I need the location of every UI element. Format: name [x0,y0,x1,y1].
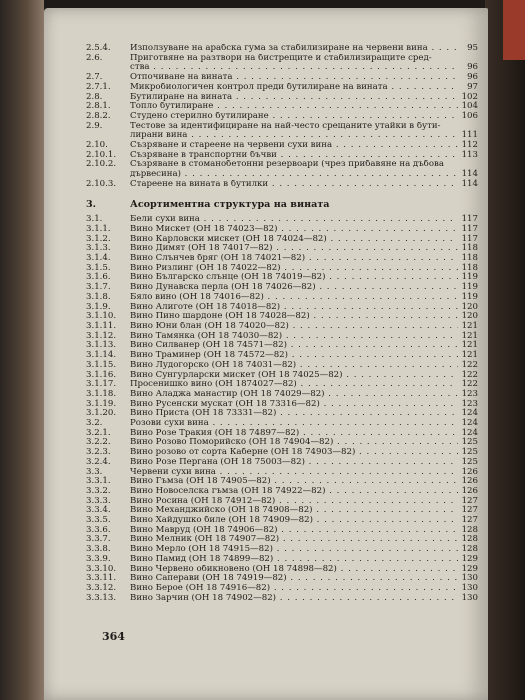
toc-entry-number: 3.3.1. [86,476,111,487]
toc-entry-number: 3.2.3. [86,447,111,458]
toc-entry-page: 124 [461,408,478,419]
toc-entry [86,361,478,371]
toc-chapter-heading [86,200,478,210]
toc-entry-number: 3.1.3. [86,243,111,254]
toc-entry-title: Вино Памид (ОН 18 74899—82) . . . [130,555,458,565]
toc-entry [86,215,478,225]
toc-entry [86,458,478,468]
toc-entry-title: Вино Мавруд (ОН 18 74906—82) . . . [130,526,458,536]
book-red-cover [503,0,525,60]
toc-entry-page: 127 [461,505,478,516]
toc-entry [86,244,478,254]
toc-entry-number: 3.1.4. [86,253,111,264]
toc-entry [86,371,478,381]
toc-entry-number: 3.3. [86,466,103,477]
toc-entry-title: Вино Мелник (ОН 18 74907—82) . . . [130,535,458,545]
toc-entry-page: 117 [461,223,478,234]
toc-entry-title: Приготвяне на разтвори на бистрещите и стабилизиращите сред- [130,53,432,63]
page-number: 364 [102,630,125,643]
toc-entry-title: Вино Розе Тракия (ОН 18 74897—82) . . . [130,429,458,439]
toc-entry-title: дървесина) . . . [130,170,458,180]
toc-entry [86,594,478,604]
toc-entry-number: 2.6. [86,52,103,63]
toc-entry-title: Вино Аладжа манастир (ОН 18 74029—82) . . . [130,390,458,400]
toc-entry-title: Вино Росина (ОН 18 74912—82) . . . [130,497,458,507]
toc-entry-title: Вино Силванер (ОН 18 74571—82) . . . [130,341,458,351]
toc-entry-number: 3.2. [86,418,103,429]
toc-entry-title: Вино Червено обикновено (ОН 18 74898—82) . . . [130,565,458,575]
toc-entry-number: 3. [86,198,97,210]
toc-entry-title: Отпочиване на вината . . . [130,73,458,83]
toc-entry-number: 3.3.8. [86,544,111,555]
toc-entry-title: Вино Сунгурларски мискет (ОН 18 74025—82) . . . [130,371,458,381]
toc-entry-page: 120 [461,301,478,312]
toc-entry-page: 117 [461,214,478,225]
toc-entry-number: 3.2.1. [86,427,111,438]
toc-entry-page: 124 [461,418,478,429]
toc-entry-title: Съзряване в стоманобетонни резервоари (чрез прибавяне на дъбова [130,160,444,170]
toc-entry-title: Вино Тамянка (ОН 18 74030—82) . . . [130,332,458,342]
toc-entry-title: Вино розово от сорта Каберне (ОН 18 74903—82) . . . [130,448,458,458]
toc-entry-number: 3.1.9. [86,301,111,312]
toc-entry [86,303,478,313]
toc-entry-title: Розови сухи вина . . . [130,419,458,429]
toc-entry-page: 130 [461,573,478,584]
toc-entry [86,131,478,141]
toc-entry-page: 126 [461,476,478,487]
toc-entry-title: Вино Приста (ОН 18 73331—82) . . . [130,409,458,419]
toc-entry-title: Вино Слънчев бряг (ОН 18 74021—82) . . . [130,254,458,264]
toc-entry [86,160,478,170]
toc-entry [86,468,478,478]
toc-entry-title: Вино Новоселска гъмза (ОН 18 74922—82) . . . [130,487,458,497]
toc-entry-page: 121 [461,320,478,331]
toc-entry-page: 112 [461,140,478,151]
toc-entry-number: 2.8.1. [86,101,111,112]
toc-entry-title: Червени сухи вина . . . [130,468,458,478]
toc-entry-number: 2.5.4. [86,43,111,53]
toc-entry [86,545,478,555]
toc-entry-title: Вино Хайдушко биле (ОН 18 74909—82) . . . [130,516,458,526]
toc-entry-title: Вино Розово Поморийско (ОН 18 74904—82) . . . [130,438,458,448]
toc-entry-number: 3.1.14. [86,350,117,361]
toc-entry-number: 3.1.13. [86,340,117,351]
toc-entry [86,565,478,575]
toc-entry-title: Просенишко вино (ОН 1874027—82) . . . [130,380,458,390]
toc-entry-page: 111 [461,130,478,141]
toc-entry-page: 97 [467,81,478,92]
toc-entry-number: 2.10.2. [86,159,117,170]
toc-entry-number: 2.10.1. [86,149,117,160]
toc-entry-page: 128 [461,544,478,555]
toc-entry-number: 3.1.7. [86,282,111,293]
toc-entry [86,54,478,64]
toc-entry-title: лирани вина . . . [130,131,458,141]
toc-entry-page: 128 [461,524,478,535]
toc-entry [86,254,478,264]
toc-entry-page: 106 [461,110,478,121]
book-left-edge [0,0,44,700]
toc-entry-page: 122 [461,359,478,370]
toc-entry [86,83,478,93]
toc-entry-page: 118 [461,243,478,254]
toc-entry-page: 96 [467,72,478,83]
toc-entry-page: 121 [461,350,478,361]
toc-entry-title: Студено стерилно бутилиране . . . [130,112,458,122]
toc-entry-number: 3.1.20. [86,408,117,419]
toc-entry-page: 123 [461,398,478,409]
toc-entry [86,419,478,429]
toc-entry-number: 3.3.9. [86,553,111,564]
toc-entry-page: 121 [461,330,478,341]
toc-entry-page: 125 [461,456,478,467]
toc-entry-page: 113 [461,149,478,160]
toc-entry-number: 3.3.6. [86,524,111,535]
toc-entry-number: 2.9. [86,120,103,131]
toc-entry [86,555,478,565]
toc-entry-title: Вино Берое (ОН 18 74916—82) . . . [130,584,458,594]
toc-entry-page: 126 [461,466,478,477]
toc-entry [86,273,478,283]
toc-entry [86,102,478,112]
toc-entry-title: Вино Розе Пергана (ОН 18 75003—82) . . . [130,458,458,468]
toc-entry-page: 129 [461,563,478,574]
toc-entry [86,180,478,190]
toc-entry-title: Тестове за идентифициране на най-често срещаните утайки в бути- [130,121,441,131]
toc-entry-title: Съзряване и стареене на червени сухи вина . . . [130,141,458,151]
toc-entry-page: 119 [461,291,478,302]
toc-entry-page: 128 [461,534,478,545]
toc-entry-title: Вино Зарчин (ОН 18 74902—82) . . . [130,594,458,604]
toc-entry-title: Бутилиране на вината . . . [130,93,458,103]
toc-entry-page: 102 [461,91,478,102]
toc-entry-page: 125 [461,447,478,458]
toc-entry-title: Микробиологичен контрол преди бутилиране на вината . . . [130,83,458,93]
toc-entry-title: Вино Юни блан (ОН 18 74020—82) . . . [130,322,458,332]
toc-entry [86,584,478,594]
toc-entry-page: 118 [461,262,478,273]
toc-entry [86,535,478,545]
toc-entry-title: Вино Механджийско (ОН 18 74908—82) . . . [130,506,458,516]
toc-entry-title: Вино Гъмза (ОН 18 74905—82) . . . [130,477,458,487]
toc-entry-page: 114 [461,178,478,189]
toc-entry-number: 3.1.19. [86,398,117,409]
toc-entry-number: 3.1.1. [86,223,111,234]
toc-entry [86,526,478,536]
toc-entry [86,170,478,180]
toc-entry-page: 96 [467,62,478,73]
toc-entry [86,574,478,584]
toc-entry-number: 3.2.4. [86,456,111,467]
toc-entry-number: 3.3.7. [86,534,111,545]
toc-entry-number: 3.1.6. [86,272,111,283]
toc-entry-title: Вино Пино шардоне (ОН 18 74028—82) . . . [130,312,458,322]
toc-entry-number: 3.1.2. [86,233,111,244]
toc-entry-number: 3.1.16. [86,369,117,380]
toc-entry [86,516,478,526]
toc-entry-page: 127 [461,515,478,526]
toc-entry-number: 3.1.17. [86,379,117,390]
toc-entry [86,506,478,516]
toc-entry [86,351,478,361]
toc-entry-page: 130 [461,582,478,593]
book-page [44,8,488,700]
toc-entry [86,151,478,161]
toc-entry-title: ства . . . [130,63,458,73]
toc-entry-number: 3.3.3. [86,495,111,506]
toc-entry-title: Вино Мерло (ОН 18 74915—82) . . . [130,545,458,555]
toc-entry [86,283,478,293]
toc-entry-page: 118 [461,253,478,264]
toc-entry-number: 3.3.5. [86,515,111,526]
toc-entry-title: Вино Траминер (ОН 18 74572—82) . . . [130,351,458,361]
toc-entry [86,225,478,235]
toc-entry [86,93,478,103]
toc-entry-number: 3.1.8. [86,291,111,302]
toc-entry [86,332,478,342]
toc-entry-number: 3.1.15. [86,359,117,370]
toc-entry-title: Използуване на арабска гума за стабилизиране на червени вина . . . [130,44,458,54]
toc-entry-title: Бели сухи вина . . . [130,215,458,225]
toc-entry-title: Вино Карловски мискет (ОН 18 74024—82) . . . [130,235,458,245]
toc-entry [86,400,478,410]
toc-entry-number: 2.10. [86,140,108,151]
toc-entry-page: 127 [461,495,478,506]
toc-entry-title: Асортиментна структура на вината [130,199,330,210]
toc-entry [86,429,478,439]
toc-entry-number: 3.3.11. [86,573,117,584]
toc-entry [86,448,478,458]
toc-entry-page: 126 [461,485,478,496]
toc-entry-page: 119 [461,272,478,283]
toc-entry-title: Вино Дунавска перла (ОН 18 74026—82) . . . [130,283,458,293]
toc-entry-title: Вино Мискет (ОН 18 74023—82) . . . [130,225,458,235]
toc-entry-page: 124 [461,427,478,438]
toc-entry-number: 3.1.12. [86,330,117,341]
toc-entry-title: Вино Саперави (ОН 18 74919—82) . . . [130,574,458,584]
toc-entry [86,264,478,274]
toc-entry-page: 125 [461,437,478,448]
toc-entry-number: 2.8.2. [86,110,111,121]
toc-entry-page: 121 [461,340,478,351]
toc-entry-title: Топло бутилиране . . . [130,102,458,112]
toc-entry-number: 3.1.10. [86,311,117,322]
toc-entry [86,44,478,54]
toc-entry [86,477,478,487]
toc-entry [86,380,478,390]
toc-entry-title: Бяло вино (ОН 18 74016—82) . . . [130,293,458,303]
toc-entry-number: 3.1.18. [86,388,117,399]
toc-entry-title: Вино Русенски мускат (ОН 18 73316—82) . . . [130,400,458,410]
toc-entry [86,73,478,83]
toc-entry [86,312,478,322]
toc-entry [86,497,478,507]
table-of-contents [86,44,478,603]
toc-entry-number: 3.1.11. [86,320,117,331]
toc-entry-page: 130 [461,592,478,603]
toc-entry-number: 3.1.5. [86,262,111,273]
toc-entry-page: 114 [461,169,478,180]
toc-entry-page: 122 [461,369,478,380]
toc-entry [86,409,478,419]
toc-entry-number: 3.3.4. [86,505,111,516]
toc-entry-page: 119 [461,282,478,293]
book-right-spine [485,0,525,700]
toc-entry [86,293,478,303]
toc-entry-title: Вино Лудогорско (ОН 18 74031—82) . . . [130,361,458,371]
toc-entry [86,438,478,448]
toc-entry-page: 104 [461,101,478,112]
toc-entry-page: 122 [461,379,478,390]
toc-entry-page: 117 [461,233,478,244]
toc-entry [86,235,478,245]
toc-entry-number: 3.2.2. [86,437,111,448]
toc-entry-title: Съзряване в транспортни бъчви . . . [130,151,458,161]
toc-entry-title: Вино Българско слънце (ОН 18 74019—82) . . . [130,273,458,283]
toc-entry-title: Вино Алиготе (ОН 18 74018—82) . . . [130,303,458,313]
toc-entry-page: 123 [461,388,478,399]
toc-entry [86,141,478,151]
toc-entry [86,112,478,122]
toc-entry-number: 3.3.2. [86,485,111,496]
toc-entry-title: Вино Димят (ОН 18 74017—82) . . . [130,244,458,254]
toc-entry-number: 3.3.13. [86,592,117,603]
toc-entry-title: Вино Ризлинг (ОН 18 74022—82) . . . [130,264,458,274]
toc-entry [86,390,478,400]
toc-entry-number: 3.1. [86,214,103,225]
toc-entry-number: 2.8. [86,91,103,102]
toc-entry-title: Стареене на вината в бутилки . . . [130,180,458,190]
toc-entry-number: 2.7. [86,72,103,83]
toc-entry-number: 3.3.12. [86,582,117,593]
toc-entry-page: 129 [461,553,478,564]
toc-entry-page: 120 [461,311,478,322]
toc-entry [86,322,478,332]
toc-entry-number: 2.10.3. [86,178,117,189]
toc-entry-number: 2.7.1. [86,81,111,92]
toc-entry [86,63,478,73]
toc-entry [86,341,478,351]
toc-entry [86,487,478,497]
toc-entry-page: 95 [467,43,478,53]
toc-entry [86,122,478,132]
toc-entry-number: 3.3.10. [86,563,117,574]
